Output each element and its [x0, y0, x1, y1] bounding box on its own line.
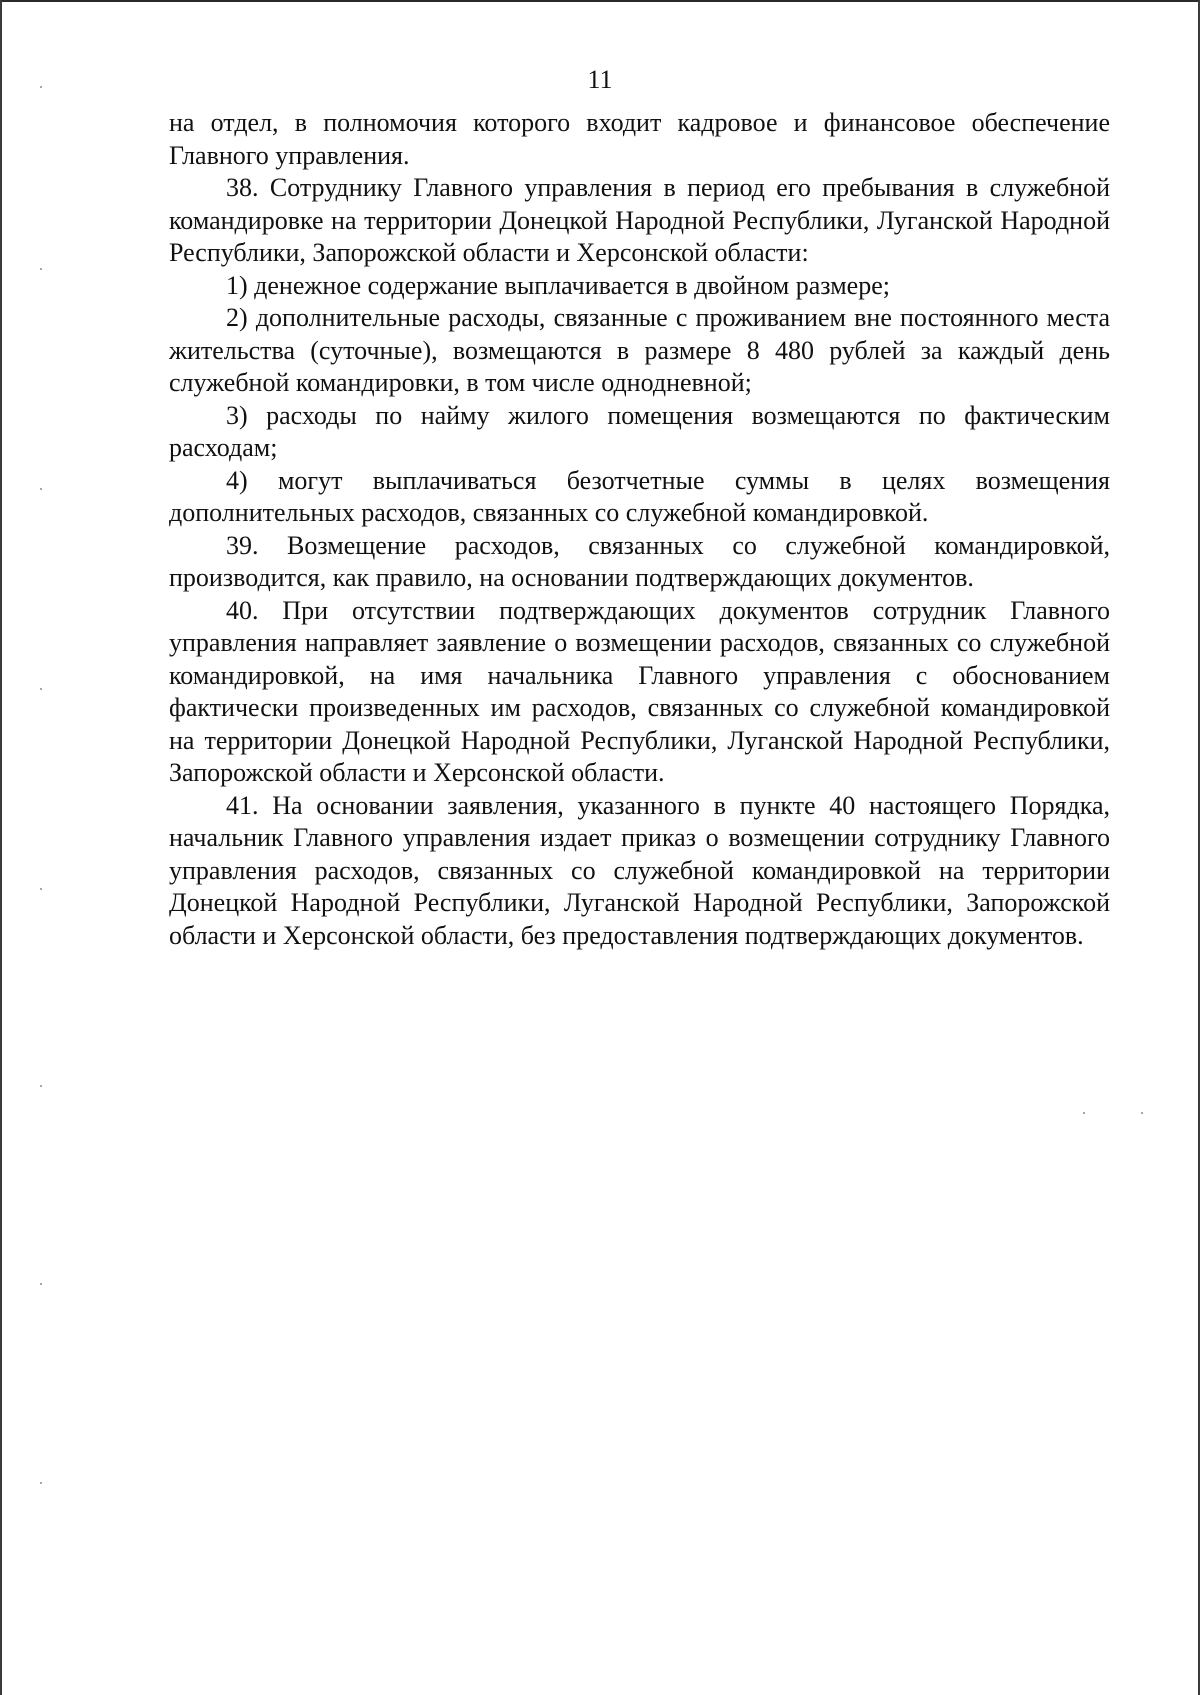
paragraph-38: 38. Сотруднику Главного управления в период его пребывания в служебной командировке на территории Донецкой Народной Республики, Луганской Народной Республики, Запорожской области и Херсонской области:: [169, 173, 1110, 267]
list-item-1: 1) денежное содержание выплачивается в двойном размере;: [226, 270, 890, 300]
paragraph-39: 39. Возмещение расходов, связанных со служебной командировкой, производится, как правило, на основании подтверждающих документов.: [169, 530, 1110, 592]
list-item-4: 4) могут выплачиваться безотчетные суммы в целях возмещения дополнительных расходов, связанных со служебной командировкой.: [169, 465, 1110, 527]
list-item-2: 2) дополнительные расходы, связанные с проживанием вне постоянного места жительства (суточные), возмещаются в размере 8 480 рублей за каждый день служебной командировки, в том числе однодневной;: [169, 303, 1110, 397]
scan-speck: [40, 1085, 42, 1087]
scan-speck: [40, 268, 42, 270]
scan-speck: [40, 1283, 42, 1285]
document-body: [169, 107, 1110, 952]
list-item-3: 3) расходы по найму жилого помещения возмещаются по фактическим расходам;: [169, 400, 1110, 462]
scan-speck: [40, 888, 42, 890]
scan-speck: [40, 1482, 42, 1484]
scan-speck: [1141, 1112, 1143, 1114]
scan-speck: [40, 488, 42, 490]
scan-edge-left: [0, 0, 2, 1695]
paragraph-40: 40. При отсутствии подтверждающих документов сотрудник Главного управления направляет заявление о возмещении расходов, связанных со служебной командировкой, на имя начальника Главного управления с обоснованием фактически произведенных им расходов, связанных со служебной командировкой на территории Донецкой Народной Республики, Луганской Народной Республики, Запорожской области и Херсонской области.: [169, 595, 1110, 787]
scan-speck: [40, 86, 42, 88]
paragraph-continuation: на отдел, в полномочия которого входит кадровое и финансовое обеспечение Главного управления.: [169, 108, 1110, 170]
page-number: 11: [587, 65, 613, 94]
scan-edge-top: [0, 0, 1200, 2]
paragraph-41: 41. На основании заявления, указанного в пункте 40 настоящего Порядка, начальник Главного управления издает приказ о возмещении сотруднику Главного управления расходов, связанных со служебной командировкой на территории Донецкой Народной Республики, Луганской Народной Республики, Запорожской области и Херсонской области, без предоставления подтверждающих документов.: [169, 790, 1110, 950]
scan-speck: [40, 688, 42, 690]
scan-speck: [1083, 1112, 1085, 1114]
